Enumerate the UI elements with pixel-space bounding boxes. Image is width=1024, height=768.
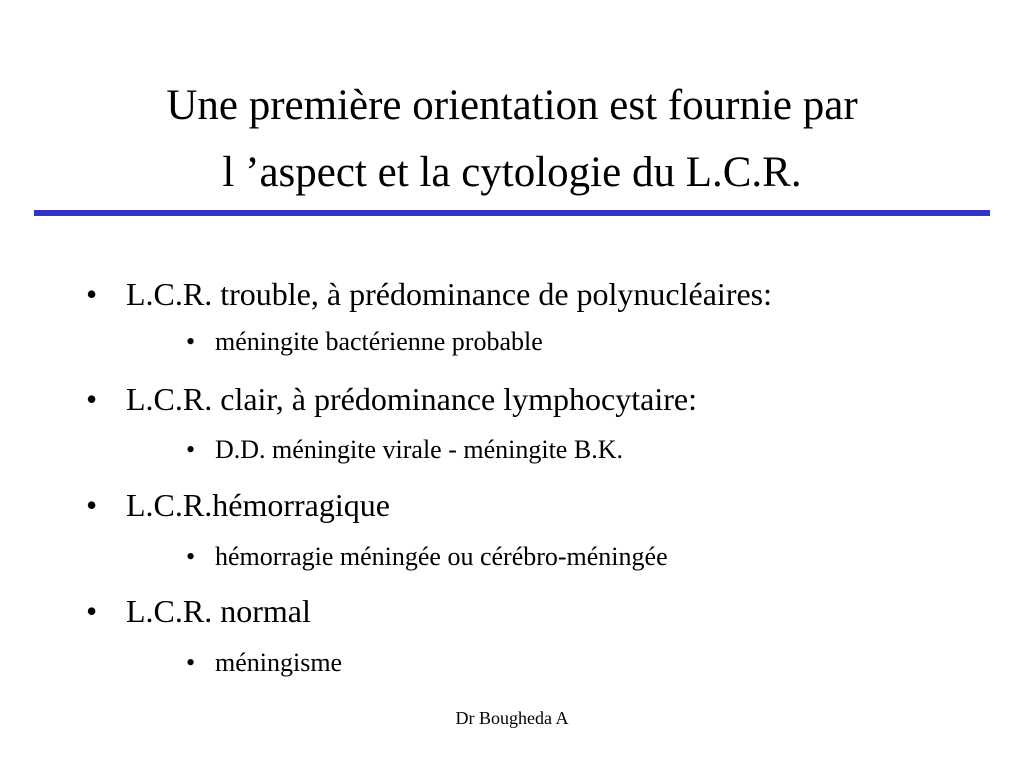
bullet-icon: • — [86, 593, 98, 629]
sub-bullet-item-4-text: méningisme — [215, 648, 343, 677]
sub-bullet-icon: • — [186, 435, 196, 464]
bullet-item-1-text: L.C.R. trouble, à prédominance de polynucléaires: — [126, 276, 773, 312]
slide-footer-author: Dr Bougheda A — [455, 708, 569, 728]
bullet-icon: • — [86, 381, 98, 417]
sub-bullet-item-3 — [186, 541, 668, 573]
bullet-icon: • — [86, 276, 98, 312]
bullet-item-2 — [86, 379, 697, 419]
sub-bullet-icon: • — [186, 648, 196, 677]
bullet-icon: • — [86, 487, 98, 523]
sub-bullet-item-1 — [186, 326, 543, 358]
sub-bullet-item-3-text: hémorragie méningée ou cérébro-méningée — [215, 542, 668, 571]
sub-bullet-item-2-text: D.D. méningite virale - méningite B.K. — [215, 435, 623, 464]
bullet-item-4 — [86, 591, 311, 631]
sub-bullet-icon: • — [186, 542, 196, 571]
slide-title-line-1: Une première orientation est fournie par — [166, 82, 858, 129]
bullet-item-4-text: L.C.R. normal — [126, 593, 311, 629]
bullet-item-3-text: L.C.R.hémorragique — [126, 487, 390, 523]
sub-bullet-item-2 — [186, 434, 623, 466]
sub-bullet-icon: • — [186, 327, 196, 356]
slide-title-line-2: l ’aspect et la cytologie du L.C.R. — [222, 149, 802, 196]
bullet-item-2-text: L.C.R. clair, à prédominance lymphocytaire: — [126, 381, 697, 417]
sub-bullet-item-1-text: méningite bactérienne probable — [215, 327, 543, 356]
bullet-item-1 — [86, 274, 772, 314]
bullet-item-3 — [86, 485, 390, 525]
sub-bullet-item-4 — [186, 647, 342, 679]
